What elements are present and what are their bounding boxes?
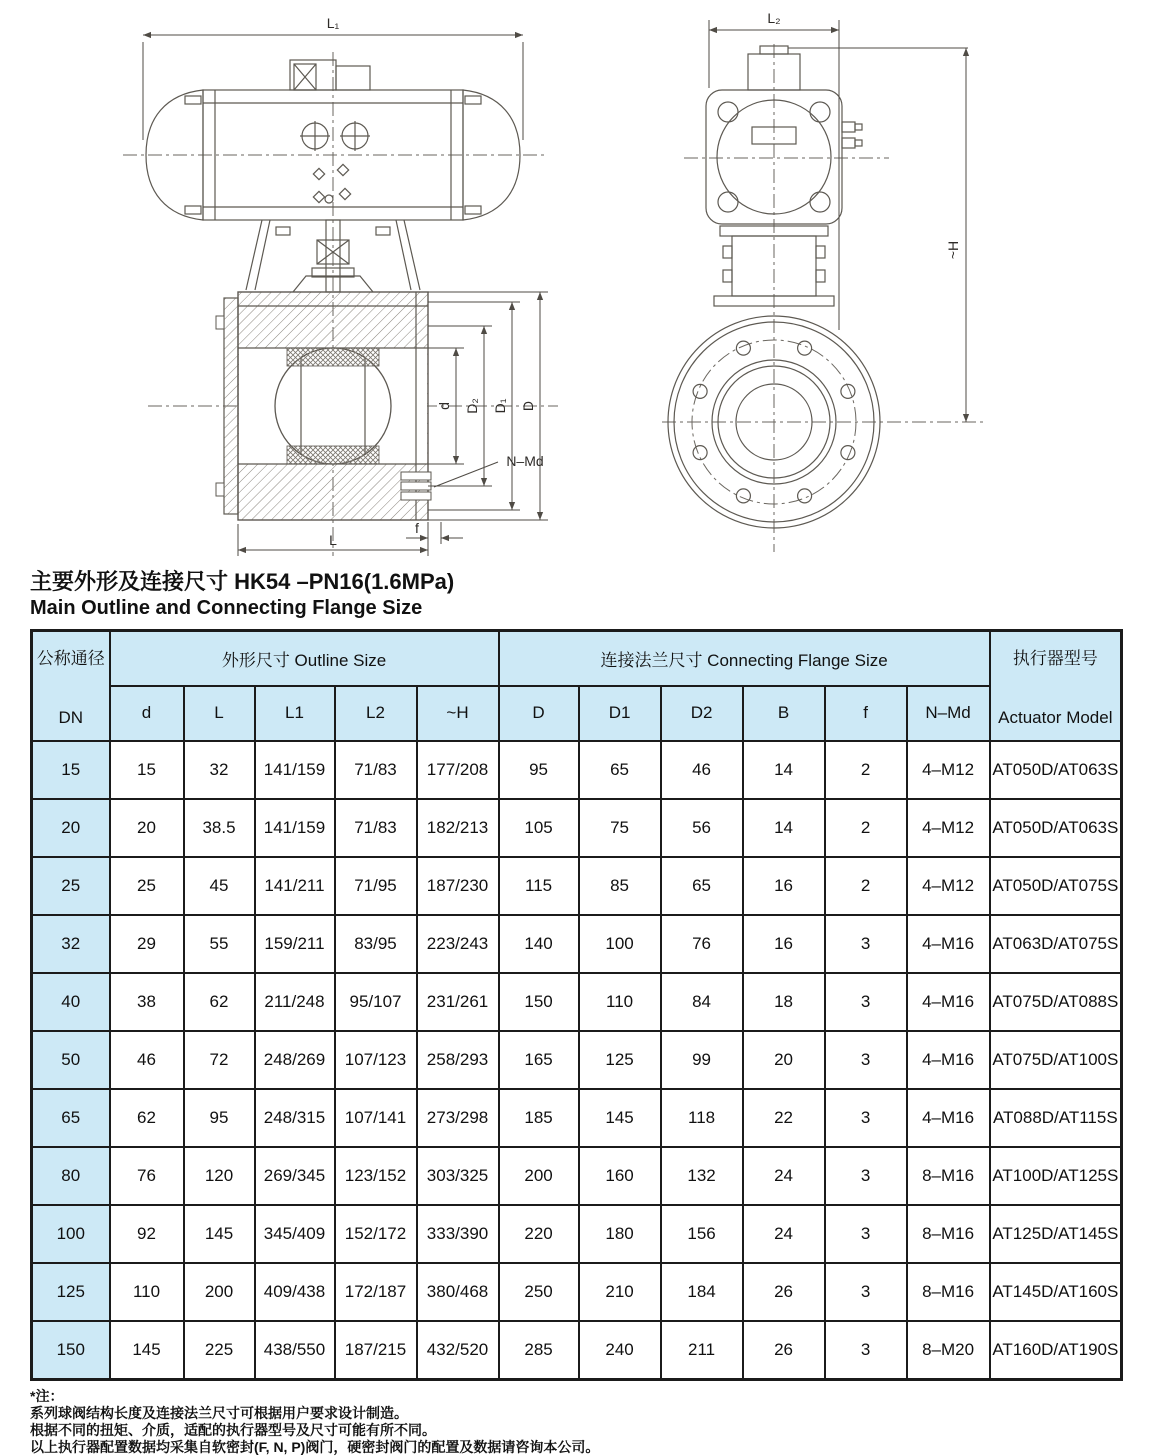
col-header-actuator bbox=[990, 630, 1122, 741]
cell-L2: 83/95 bbox=[335, 915, 417, 973]
cell-d: 110 bbox=[110, 1263, 184, 1321]
cell-NMd: 8–M16 bbox=[907, 1205, 990, 1263]
cell-L: 95 bbox=[184, 1089, 255, 1147]
cell-H: 177/208 bbox=[417, 741, 499, 799]
table-row bbox=[32, 973, 1122, 1031]
front-view-drawing bbox=[88, 0, 588, 560]
cell-actuator: AT145D/AT160S bbox=[990, 1263, 1122, 1321]
table-row bbox=[32, 1031, 1122, 1089]
table-row bbox=[32, 1321, 1122, 1380]
cell-actuator: AT075D/AT100S bbox=[990, 1031, 1122, 1089]
cell-L1: 438/550 bbox=[255, 1321, 335, 1380]
cell-D1: 180 bbox=[579, 1205, 661, 1263]
cell-L2: 123/152 bbox=[335, 1147, 417, 1205]
cell-f: 3 bbox=[825, 1031, 907, 1089]
cell-L: 120 bbox=[184, 1147, 255, 1205]
cell-L: 72 bbox=[184, 1031, 255, 1089]
cell-NMd: 4–M12 bbox=[907, 741, 990, 799]
dim-label-l: L bbox=[329, 532, 337, 548]
col-header-d: d bbox=[110, 686, 184, 741]
cell-actuator: AT125D/AT145S bbox=[990, 1205, 1122, 1263]
table-row bbox=[32, 1263, 1122, 1321]
cell-D1: 240 bbox=[579, 1321, 661, 1380]
cell-D: 115 bbox=[499, 857, 579, 915]
cell-L2: 71/83 bbox=[335, 799, 417, 857]
dim-label-d1: D₁ bbox=[492, 398, 508, 414]
cell-L: 55 bbox=[184, 915, 255, 973]
cell-L2: 107/123 bbox=[335, 1031, 417, 1089]
cell-D: 150 bbox=[499, 973, 579, 1031]
cell-D2: 99 bbox=[661, 1031, 743, 1089]
dim-label-f: f bbox=[415, 520, 419, 536]
cell-f: 2 bbox=[825, 857, 907, 915]
cell-H: 380/468 bbox=[417, 1263, 499, 1321]
cell-D: 220 bbox=[499, 1205, 579, 1263]
cell-L1: 345/409 bbox=[255, 1205, 335, 1263]
footnote-line: 系列球阀结构长度及连接法兰尺寸可根据用户要求设计制造。 bbox=[30, 1404, 408, 1421]
dim-label-n-md: N–Md bbox=[506, 453, 544, 469]
cell-D: 200 bbox=[499, 1147, 579, 1205]
col-header-D2: D2 bbox=[661, 686, 743, 741]
cell-dn: 100 bbox=[32, 1205, 110, 1263]
side-view-drawing bbox=[634, 0, 994, 560]
cell-L: 62 bbox=[184, 973, 255, 1031]
cell-L1: 409/438 bbox=[255, 1263, 335, 1321]
cell-L2: 107/141 bbox=[335, 1089, 417, 1147]
table-row bbox=[32, 857, 1122, 915]
cell-actuator: AT100D/AT125S bbox=[990, 1147, 1122, 1205]
cell-D: 105 bbox=[499, 799, 579, 857]
cell-actuator: AT050D/AT075S bbox=[990, 857, 1122, 915]
cell-L1: 141/159 bbox=[255, 799, 335, 857]
cell-L1: 141/159 bbox=[255, 741, 335, 799]
cell-d: 15 bbox=[110, 741, 184, 799]
cell-D2: 156 bbox=[661, 1205, 743, 1263]
cell-H: 231/261 bbox=[417, 973, 499, 1031]
cell-D2: 211 bbox=[661, 1321, 743, 1380]
cell-dn: 50 bbox=[32, 1031, 110, 1089]
cell-dn: 65 bbox=[32, 1089, 110, 1147]
cell-B: 14 bbox=[743, 799, 825, 857]
cell-actuator: AT050D/AT063S bbox=[990, 799, 1122, 857]
cell-d: 29 bbox=[110, 915, 184, 973]
cell-D: 185 bbox=[499, 1089, 579, 1147]
cell-B: 16 bbox=[743, 857, 825, 915]
cell-actuator: AT160D/AT190S bbox=[990, 1321, 1122, 1380]
table-row bbox=[32, 741, 1122, 799]
cell-f: 3 bbox=[825, 1147, 907, 1205]
col-header-actuator-en: Actuator Model bbox=[998, 707, 1113, 727]
group-header-flange-size: 连接法兰尺寸 Connecting Flange Size bbox=[499, 630, 990, 686]
cell-f: 3 bbox=[825, 1263, 907, 1321]
cell-B: 26 bbox=[743, 1263, 825, 1321]
cell-D2: 184 bbox=[661, 1263, 743, 1321]
dim-h bbox=[788, 48, 968, 422]
cell-D2: 132 bbox=[661, 1147, 743, 1205]
cell-actuator: AT088D/AT115S bbox=[990, 1089, 1122, 1147]
cell-H: 432/520 bbox=[417, 1321, 499, 1380]
col-header-dn bbox=[32, 630, 110, 741]
footnotes bbox=[30, 1388, 1120, 1456]
table-row bbox=[32, 915, 1122, 973]
cell-L1: 141/211 bbox=[255, 857, 335, 915]
cell-NMd: 8–M16 bbox=[907, 1147, 990, 1205]
table-row bbox=[32, 799, 1122, 857]
table-row bbox=[32, 1205, 1122, 1263]
cell-L2: 152/172 bbox=[335, 1205, 417, 1263]
cell-D: 250 bbox=[499, 1263, 579, 1321]
cell-D2: 76 bbox=[661, 915, 743, 973]
cell-H: 303/325 bbox=[417, 1147, 499, 1205]
cell-NMd: 4–M16 bbox=[907, 915, 990, 973]
dim-label-l2: L₂ bbox=[767, 10, 781, 26]
cell-B: 22 bbox=[743, 1089, 825, 1147]
valve-body-section bbox=[216, 276, 431, 520]
cell-D2: 118 bbox=[661, 1089, 743, 1147]
cell-B: 20 bbox=[743, 1031, 825, 1089]
cell-NMd: 4–M16 bbox=[907, 1089, 990, 1147]
cell-D1: 210 bbox=[579, 1263, 661, 1321]
footnote-line: 以上执行器配置数据均采集自软密封(F, N, P)阀门，硬密封阀门的配置及数据请咨询本公司。 bbox=[30, 1438, 600, 1455]
cell-D1: 110 bbox=[579, 973, 661, 1031]
cell-L2: 187/215 bbox=[335, 1321, 417, 1380]
cell-d: 46 bbox=[110, 1031, 184, 1089]
dimension-table bbox=[30, 629, 1123, 1381]
cell-D1: 85 bbox=[579, 857, 661, 915]
cell-NMd: 4–M16 bbox=[907, 973, 990, 1031]
cell-actuator: AT050D/AT063S bbox=[990, 741, 1122, 799]
footnote-title: *注： bbox=[30, 1387, 64, 1404]
dim-label-l1: L₁ bbox=[326, 15, 340, 31]
col-header-L1: L1 bbox=[255, 686, 335, 741]
cell-B: 14 bbox=[743, 741, 825, 799]
cell-dn: 15 bbox=[32, 741, 110, 799]
cell-dn: 150 bbox=[32, 1321, 110, 1380]
header-row-columns bbox=[32, 686, 1122, 741]
cell-d: 38 bbox=[110, 973, 184, 1031]
cell-L1: 269/345 bbox=[255, 1147, 335, 1205]
col-header-D: D bbox=[499, 686, 579, 741]
group-header-outline-size: 外形尺寸 Outline Size bbox=[110, 630, 499, 686]
cell-f: 3 bbox=[825, 1321, 907, 1380]
cell-dn: 32 bbox=[32, 915, 110, 973]
cell-f: 3 bbox=[825, 1205, 907, 1263]
cell-D1: 100 bbox=[579, 915, 661, 973]
table-row bbox=[32, 1147, 1122, 1205]
col-header-actuator-zh: 执行器型号 bbox=[1012, 648, 1098, 668]
cell-D1: 125 bbox=[579, 1031, 661, 1089]
cell-d: 92 bbox=[110, 1205, 184, 1263]
cell-NMd: 4–M12 bbox=[907, 857, 990, 915]
cell-D2: 56 bbox=[661, 799, 743, 857]
col-header-dn-en: DN bbox=[58, 707, 84, 727]
cell-L: 45 bbox=[184, 857, 255, 915]
cell-H: 187/230 bbox=[417, 857, 499, 915]
dim-label-h: ~H bbox=[945, 240, 961, 260]
cell-L1: 248/315 bbox=[255, 1089, 335, 1147]
cell-D2: 46 bbox=[661, 741, 743, 799]
header-row-groups bbox=[32, 630, 1122, 686]
cell-actuator: AT063D/AT075S bbox=[990, 915, 1122, 973]
cell-D: 140 bbox=[499, 915, 579, 973]
cell-NMd: 8–M16 bbox=[907, 1263, 990, 1321]
cell-f: 3 bbox=[825, 973, 907, 1031]
cell-H: 258/293 bbox=[417, 1031, 499, 1089]
col-header-H: ~H bbox=[417, 686, 499, 741]
cell-B: 18 bbox=[743, 973, 825, 1031]
section-title-en: Main Outline and Connecting Flange Size bbox=[30, 596, 423, 619]
cell-d: 145 bbox=[110, 1321, 184, 1380]
cell-dn: 20 bbox=[32, 799, 110, 857]
cell-B: 26 bbox=[743, 1321, 825, 1380]
cell-L2: 172/187 bbox=[335, 1263, 417, 1321]
cell-L: 145 bbox=[184, 1205, 255, 1263]
section-title-zh: 主要外形及连接尺寸 HK54 –PN16(1.6MPa) bbox=[30, 569, 455, 594]
cell-dn: 125 bbox=[32, 1263, 110, 1321]
cell-H: 182/213 bbox=[417, 799, 499, 857]
cell-D1: 160 bbox=[579, 1147, 661, 1205]
cell-L2: 95/107 bbox=[335, 973, 417, 1031]
cell-dn: 25 bbox=[32, 857, 110, 915]
cell-d: 25 bbox=[110, 857, 184, 915]
cell-H: 223/243 bbox=[417, 915, 499, 973]
col-header-B: B bbox=[743, 686, 825, 741]
col-header-NMd: N–Md bbox=[907, 686, 990, 741]
cell-D1: 145 bbox=[579, 1089, 661, 1147]
footnote-line: 根据不同的扭矩、介质，适配的执行器型号及尺寸可能有所不同。 bbox=[30, 1421, 436, 1438]
dim-label-D: D bbox=[520, 400, 536, 412]
cell-dn: 80 bbox=[32, 1147, 110, 1205]
cell-D1: 75 bbox=[579, 799, 661, 857]
cell-L2: 71/83 bbox=[335, 741, 417, 799]
cell-B: 24 bbox=[743, 1205, 825, 1263]
cell-L: 200 bbox=[184, 1263, 255, 1321]
cell-L2: 71/95 bbox=[335, 857, 417, 915]
dim-label-d2: D₂ bbox=[464, 398, 480, 414]
col-header-L2: L2 bbox=[335, 686, 417, 741]
cell-D: 165 bbox=[499, 1031, 579, 1089]
cell-H: 333/390 bbox=[417, 1205, 499, 1263]
technical-drawings bbox=[30, 0, 1120, 566]
cell-f: 3 bbox=[825, 915, 907, 973]
cell-f: 3 bbox=[825, 1089, 907, 1147]
cell-B: 16 bbox=[743, 915, 825, 973]
cell-L1: 159/211 bbox=[255, 915, 335, 973]
cell-actuator: AT075D/AT088S bbox=[990, 973, 1122, 1031]
cell-d: 62 bbox=[110, 1089, 184, 1147]
dim-label-d: d bbox=[436, 402, 452, 410]
cell-NMd: 4–M12 bbox=[907, 799, 990, 857]
cell-D1: 65 bbox=[579, 741, 661, 799]
cell-NMd: 4–M16 bbox=[907, 1031, 990, 1089]
cell-D: 285 bbox=[499, 1321, 579, 1380]
col-header-dn-zh: 公称通径 bbox=[36, 648, 105, 668]
cell-L: 32 bbox=[184, 741, 255, 799]
cell-L: 38.5 bbox=[184, 799, 255, 857]
cell-f: 2 bbox=[825, 741, 907, 799]
col-header-f: f bbox=[825, 686, 907, 741]
cell-H: 273/298 bbox=[417, 1089, 499, 1147]
col-header-L: L bbox=[184, 686, 255, 741]
cell-L: 225 bbox=[184, 1321, 255, 1380]
cell-d: 76 bbox=[110, 1147, 184, 1205]
cell-d: 20 bbox=[110, 799, 184, 857]
col-header-D1: D1 bbox=[579, 686, 661, 741]
section-titles bbox=[30, 568, 1120, 620]
cell-D2: 65 bbox=[661, 857, 743, 915]
cell-D: 95 bbox=[499, 741, 579, 799]
cell-L1: 248/269 bbox=[255, 1031, 335, 1089]
cell-L1: 211/248 bbox=[255, 973, 335, 1031]
cell-f: 2 bbox=[825, 799, 907, 857]
cell-dn: 40 bbox=[32, 973, 110, 1031]
cell-NMd: 8–M20 bbox=[907, 1321, 990, 1380]
leader-n-md bbox=[434, 462, 498, 487]
cell-D2: 84 bbox=[661, 973, 743, 1031]
table-row bbox=[32, 1089, 1122, 1147]
cell-B: 24 bbox=[743, 1147, 825, 1205]
